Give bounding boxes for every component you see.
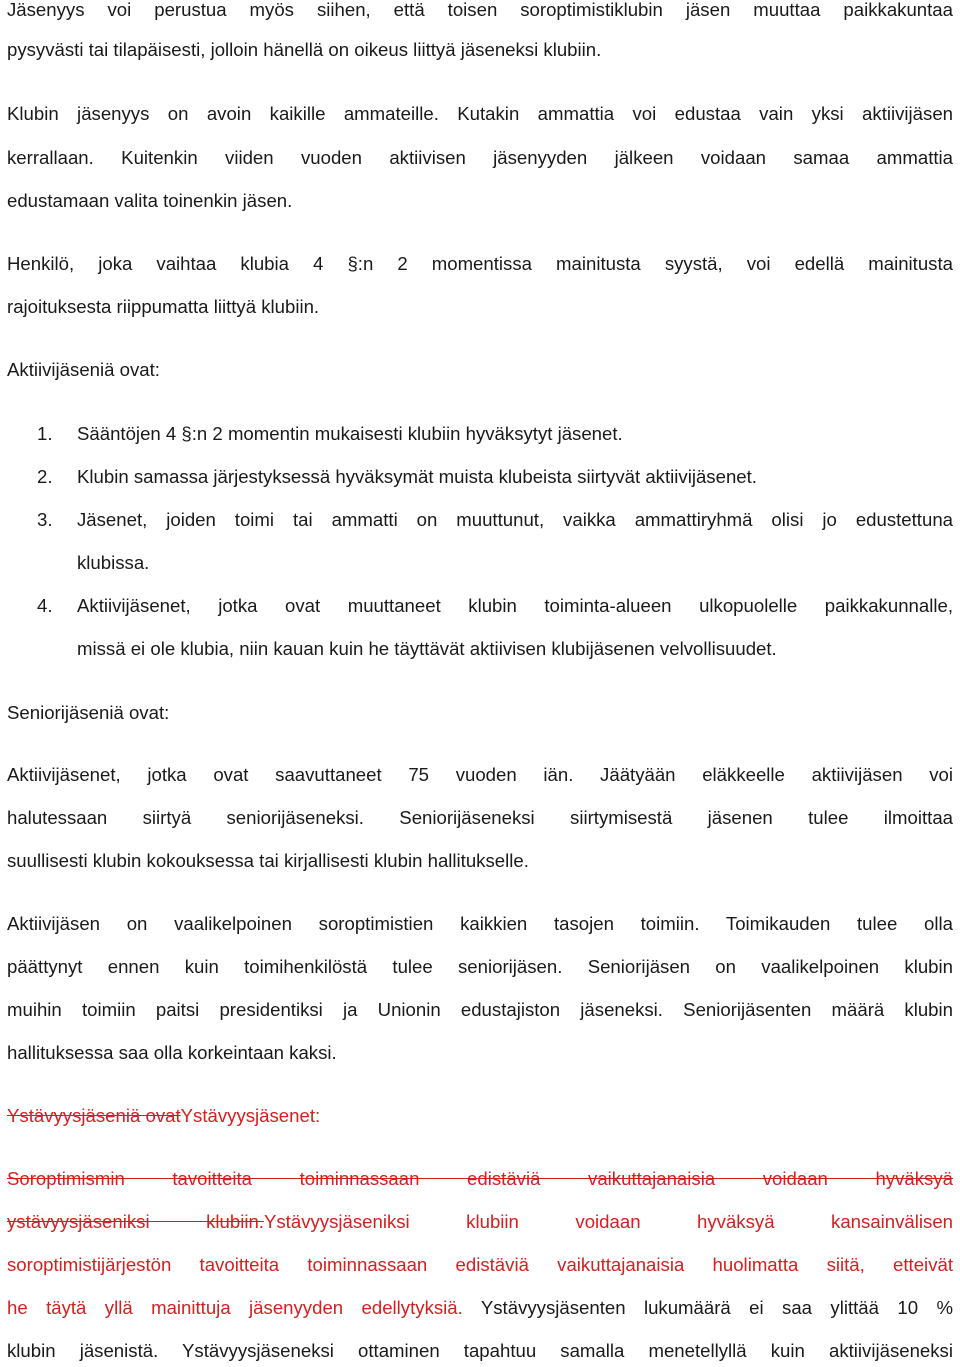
- inserted-text-line: soroptimistijärjestön tavoitteita toiminnassaan edistäviä vaikuttajanaisia huolimatta siitä, etteivät: [7, 1254, 953, 1275]
- inserted-text: he täytä yllä mainittuja jäsenyyden edellytyksiä.: [7, 1297, 463, 1318]
- revision-line: [7, 1296, 953, 1320]
- list-item-continuation: klubissa.: [77, 552, 150, 573]
- list-number: 4.: [37, 595, 53, 616]
- list-number: 2.: [37, 466, 53, 487]
- paragraph-line: halutessaan siirtyä seniorijäseneksi. Seniorijäseneksi siirtymisestä jäsenen tulee ilmoittaa: [7, 807, 953, 828]
- list-item-continuation: missä ei ole klubia, niin kauan kuin he täyttävät aktiivisen klubijäsenen velvollisuudet.: [77, 638, 777, 659]
- deleted-text: ystävyysjäseniksi klubiin.: [7, 1211, 264, 1232]
- paragraph-line: rajoituksesta riippumatta liittyä klubiin.: [7, 296, 320, 317]
- list-number: 1.: [37, 423, 53, 444]
- list-item: Jäsenet, joiden toimi tai ammatti on muuttunut, vaikka ammattiryhmä olisi jo edustettuna: [77, 509, 953, 530]
- paragraph-line: päättynyt ennen kuin toimihenkilöstä tulee seniorijäsen. Seniorijäsen on vaalikelpoinen klubin: [7, 956, 953, 977]
- section-heading-senior: Seniorijäseniä ovat:: [7, 702, 170, 723]
- paragraph-line: edustamaan valita toinenkin jäsen.: [7, 190, 293, 211]
- paragraph-line: kerrallaan. Kuitenkin viiden vuoden aktiivisen jäsenyyden jälkeen voidaan samaa ammattia: [7, 147, 953, 168]
- list-item: Klubin samassa järjestyksessä hyväksymät muista klubeista siirtyvät aktiivijäsenet.: [77, 466, 757, 487]
- paragraph-line: Aktiivijäsenet, jotka ovat saavuttaneet 75 vuoden iän. Jäätyään eläkkeelle aktiivijäsen voi: [7, 764, 953, 785]
- paragraph-line: klubin jäsenistä. Ystävyysjäseneksi ottaminen tapahtuu samalla menetellyllä kuin aktiivijäseneksi: [7, 1340, 953, 1361]
- deleted-heading: Ystävyysjäseniä ovat: [7, 1105, 181, 1126]
- revision-line: [7, 1210, 953, 1234]
- list-item: Sääntöjen 4 §:n 2 momentin mukaisesti klubiin hyväksytyt jäsenet.: [77, 423, 623, 444]
- inserted-text: Ystävyysjäseniksi klubiin voidaan hyväksyä kansainvälisen: [263, 1211, 953, 1232]
- paragraph-line: muihin toimiin paitsi presidentiksi ja Unionin edustajiston jäseneksi. Seniorijäsenten määrä klubin: [7, 999, 953, 1020]
- paragraph-line: Klubin jäsenyys on avoin kaikille ammateille. Kutakin ammattia voi edustaa vain yksi aktiivijäsen: [7, 103, 953, 124]
- paragraph-line: suullisesti klubin kokouksessa tai kirjallisesti klubin hallitukselle.: [7, 850, 529, 871]
- inserted-heading: Ystävyysjäsenet:: [180, 1105, 321, 1126]
- section-heading-active: Aktiivijäseniä ovat:: [7, 359, 160, 380]
- paragraph-line: hallituksessa saa olla korkeintaan kaksi.: [7, 1042, 337, 1063]
- paragraph-line: Henkilö, joka vaihtaa klubia 4 §:n 2 momentissa mainitusta syystä, voi edellä mainitusta: [7, 253, 953, 274]
- section-heading-friend: [7, 1104, 953, 1128]
- plain-text: Ystävyysjäsenten lukumäärä ei saa ylittää 10 %: [462, 1297, 953, 1318]
- paragraph-line: pysyvästi tai tilapäisesti, jolloin hänellä on oikeus liittyä jäseneksi klubiin.: [7, 39, 602, 60]
- paragraph-line: Jäsenyys voi perustua myös siihen, että toisen soroptimistiklubin jäsen muuttaa paikkakuntaa: [7, 0, 953, 20]
- paragraph-line: Aktiivijäsen on vaalikelpoinen soroptimistien kaikkien tasojen toimiin. Toimikauden tulee olla: [7, 913, 953, 934]
- list-item: Aktiivijäsenet, jotka ovat muuttaneet klubin toiminta-alueen ulkopuolelle paikkakunnalle,: [77, 595, 953, 616]
- list-number: 3.: [37, 509, 53, 530]
- deleted-text-line: Soroptimismin tavoitteita toiminnassaan edistäviä vaikuttajanaisia voidaan hyväksyä: [7, 1168, 953, 1189]
